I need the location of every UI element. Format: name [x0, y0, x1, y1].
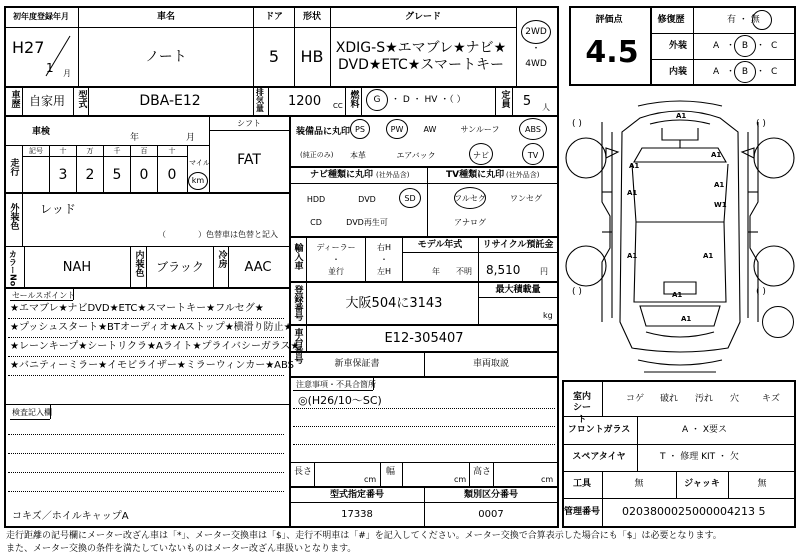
- damage-mark: A1: [672, 291, 683, 299]
- length-cm: cm: [364, 475, 377, 484]
- divider: [478, 236, 479, 281]
- import-parallel: 並行: [328, 267, 344, 276]
- equip-pw: PW: [390, 125, 404, 134]
- navi-dvd: DVD: [358, 195, 376, 204]
- divider: [402, 252, 559, 253]
- divider: [22, 86, 23, 115]
- score: 4.5: [585, 35, 639, 70]
- shape: HB: [300, 47, 324, 66]
- navi-type-sub: (社外品含): [376, 171, 410, 179]
- ruled-line: [8, 337, 284, 338]
- fuel-label: 燃料: [348, 90, 359, 108]
- divider: [78, 6, 79, 86]
- divider: [22, 192, 23, 246]
- drive-4wd: 4WD: [525, 59, 547, 69]
- mileage-digit: 2: [85, 167, 95, 183]
- divider: [469, 462, 470, 486]
- km-label: km: [191, 176, 205, 185]
- divider: [4, 192, 289, 194]
- person-unit: 人: [542, 103, 550, 112]
- divider: [4, 404, 289, 405]
- divider: [76, 145, 77, 192]
- equip-sunroof: サンルーフ: [460, 125, 500, 134]
- chassis-label: 車台番号: [292, 328, 303, 364]
- divider: [478, 281, 479, 324]
- inspector-note: コキズ／ホイルキャップA: [12, 511, 129, 522]
- divider: [306, 281, 307, 351]
- color-no: NAH: [62, 260, 92, 275]
- divider: [602, 471, 603, 528]
- notes-label: 注意事項・不具合箇所: [296, 380, 376, 389]
- navi-type-label: ナビ種類に丸印: [310, 170, 374, 180]
- divider: [345, 86, 346, 115]
- divider: [676, 471, 677, 498]
- repair-options: 有 ・ 無: [727, 15, 760, 25]
- interior-label: 内装: [668, 67, 688, 77]
- ruled-line: [8, 491, 284, 492]
- damage-mark: W1: [714, 201, 727, 209]
- divider: [293, 390, 373, 391]
- tv-analog: アナログ: [454, 218, 486, 227]
- mileage-digit: 0: [167, 167, 177, 183]
- divider: [493, 462, 494, 486]
- class-label: 類別区分番号: [463, 490, 519, 500]
- mileage-place-label: 百: [140, 147, 148, 155]
- max-load-label: 最大積載量: [495, 285, 541, 295]
- type-designation: 17338: [341, 509, 373, 520]
- inspection-year: 年: [130, 133, 140, 143]
- int-b: B: [741, 67, 749, 77]
- divider: [516, 6, 517, 86]
- shift-label: シフト: [237, 119, 261, 128]
- divider: [49, 145, 50, 192]
- divider: [478, 297, 559, 298]
- mileage-digit: 0: [139, 167, 149, 183]
- divider: [306, 236, 307, 281]
- import-dot: ・: [332, 255, 340, 264]
- spare-wheel-circle: [762, 306, 794, 338]
- divider: [209, 115, 210, 192]
- ruled-line: [8, 453, 284, 454]
- management-label: 管理番号: [563, 507, 601, 517]
- divider: [289, 166, 559, 168]
- equip-navi: ナビ: [473, 151, 489, 160]
- int-dot1: ・: [726, 67, 736, 77]
- divider: [289, 236, 559, 238]
- divider: [562, 471, 796, 472]
- damage-mark: A1: [629, 162, 640, 170]
- divider: [10, 300, 73, 301]
- warranty-new-car: 新車保証書: [334, 359, 380, 369]
- capacity-label: 定員: [499, 90, 510, 108]
- model-label: 型式: [76, 90, 87, 108]
- tools-value: 無: [634, 479, 644, 489]
- exterior-color-label: 外装色: [8, 203, 19, 230]
- mileage-label: 走行: [8, 158, 19, 176]
- warranty-manual: 車両取説: [472, 359, 510, 369]
- mileage-place-label: 記号: [29, 147, 43, 155]
- sales-point-line: ★エマブレ★ナビDVD★ETC★スマートキー★フルセグ★: [10, 303, 264, 314]
- divider: [253, 86, 254, 115]
- grade-line2: DVD★ETC★スマートキー: [337, 57, 505, 73]
- mileage-place-label: 十: [168, 147, 176, 155]
- import-label: 輸入車: [292, 243, 303, 270]
- divider: [73, 86, 74, 115]
- exterior-color-note-prefix: （: [158, 230, 166, 239]
- displacement-label: 排気量: [255, 88, 265, 112]
- mileage-place-label: 十: [59, 147, 67, 155]
- equip-ps: PS: [355, 125, 365, 134]
- damage-mark: A1: [627, 189, 638, 197]
- sales-point-line: ★プッシュスタート★BTオーディオ★Aストップ★横滑り防止★: [10, 322, 293, 333]
- windshield-value: A ・ X要ス: [682, 425, 728, 435]
- svg-text:( ): ( ): [756, 287, 766, 297]
- divider: [424, 486, 425, 528]
- ext-dot2: ・: [756, 41, 766, 51]
- model: DBA-E12: [139, 93, 201, 109]
- int-a: A: [713, 67, 720, 77]
- divider: [4, 115, 559, 117]
- svg-text:( ): ( ): [756, 119, 766, 129]
- width-label: 幅: [386, 467, 396, 477]
- divider: [294, 6, 295, 86]
- shape-label: 形状: [302, 12, 322, 22]
- height-cm: cm: [541, 475, 554, 484]
- width-cm: cm: [454, 475, 467, 484]
- car-damage-diagram: [562, 92, 800, 380]
- divider: [213, 246, 214, 287]
- ext-b: B: [741, 41, 749, 51]
- ruled-line: [293, 426, 555, 427]
- mileage-digit: 5: [112, 167, 122, 183]
- interior-sheet-option: コゲ: [626, 394, 645, 404]
- registration-label: 登録番号: [292, 285, 303, 321]
- jack-value: 無: [757, 479, 767, 489]
- spare-value: T ・ 修理 KIT ・ 欠: [660, 452, 739, 462]
- fuel-options: ・ D ・ HV ・（ ）: [391, 95, 466, 105]
- divider: [402, 236, 403, 281]
- damage-mark: A1: [711, 151, 722, 159]
- shift: FAT: [237, 152, 261, 168]
- recycle-value: 8,510: [486, 263, 521, 277]
- divider: [693, 6, 694, 86]
- exterior-color: レッド: [40, 202, 76, 216]
- ruled-line: [8, 356, 284, 357]
- door-label: ドア: [265, 12, 283, 22]
- first-reg-era: H27: [12, 38, 45, 57]
- fuel-g: G: [373, 95, 381, 105]
- type-designation-label: 型式指定番号: [329, 490, 385, 500]
- import-left-h: 左H: [376, 267, 392, 276]
- yen-unit: 円: [540, 267, 548, 276]
- footer-line2: また、メーター交換の条件を満たしていないものはメーター改ざん車扱いとなります。: [6, 544, 357, 554]
- grade-label: グレード: [404, 12, 442, 22]
- first-reg-label: 初年度登録年月: [13, 12, 69, 21]
- ac-label: 冷房: [216, 250, 227, 268]
- jack-label: ジャッキ: [684, 479, 720, 489]
- divider: [4, 27, 516, 28]
- divider: [228, 246, 229, 287]
- first-reg-month: 1: [46, 61, 54, 75]
- damage-mark: A1: [681, 315, 692, 323]
- svg-text:( ): ( ): [572, 119, 582, 129]
- divider: [427, 166, 428, 236]
- equipment-label: 装備品に丸印: [296, 127, 351, 137]
- ruled-line: [8, 318, 284, 319]
- height-label: 高さ: [473, 467, 492, 477]
- exterior-label: 外装: [668, 41, 688, 51]
- car-name-label: 車名: [156, 12, 176, 22]
- divider: [22, 145, 23, 192]
- ruled-line: [8, 434, 284, 435]
- divider: [187, 145, 188, 192]
- divider: [728, 471, 729, 498]
- ruled-line: [8, 375, 284, 376]
- interior-color: ブラック: [156, 260, 204, 274]
- divider: [88, 86, 89, 115]
- interior-sheet-option: 汚れ: [695, 394, 714, 404]
- ext-a: A: [713, 41, 720, 51]
- damage-mark: A1: [627, 252, 638, 260]
- usage: 自家用: [28, 94, 66, 108]
- import-dealer: ディーラー: [316, 243, 356, 252]
- tv-type-sub: (社外品含): [506, 171, 540, 179]
- divider: [380, 462, 381, 486]
- divider: [289, 281, 559, 283]
- equipment-sub-label: (純正のみ): [300, 151, 334, 159]
- divider: [402, 462, 403, 486]
- spare-label: スペアタイヤ: [572, 452, 626, 462]
- sales-point-line: ★バニティーミラー★イモビライザー★ミラーウィンカー★ABS: [10, 360, 295, 371]
- ext-c: C: [771, 41, 778, 51]
- model-year-label: モデル年式: [417, 240, 463, 250]
- divider: [130, 246, 131, 287]
- sales-points-label: セールスポイント: [12, 291, 76, 300]
- divider: [330, 6, 331, 86]
- divider: [10, 419, 50, 420]
- month-unit: 月: [63, 69, 71, 78]
- usage-label: 車歴: [9, 90, 20, 108]
- equip-leather: 本革: [350, 151, 366, 160]
- divider: [289, 324, 559, 326]
- ext-dot1: ・: [726, 41, 736, 51]
- score-label: 評価点: [595, 15, 623, 25]
- ruled-line: [293, 408, 555, 409]
- int-c: C: [771, 67, 778, 77]
- displacement: 1200: [288, 94, 322, 109]
- divider: [495, 86, 496, 115]
- interior-sheet-option: キズ: [762, 394, 780, 404]
- cc-unit: CC: [333, 102, 343, 110]
- damage-mark: A1: [703, 252, 714, 260]
- exterior-color-note: ）色替車は色替と記入: [198, 230, 278, 239]
- divider: [253, 6, 254, 86]
- class-value: 0007: [478, 509, 504, 520]
- divider: [512, 86, 513, 115]
- divider: [361, 86, 362, 115]
- mile-label: マイル: [189, 159, 210, 167]
- int-dot2: ・: [756, 67, 766, 77]
- divider: [562, 444, 796, 445]
- equip-abs: ABS: [525, 125, 541, 134]
- interior-sheet-label: 室内シート: [572, 392, 591, 425]
- divider: [268, 86, 269, 115]
- repair-label: 修復歴: [657, 15, 685, 25]
- divider: [4, 145, 209, 146]
- tv-oneseg: ワンセグ: [510, 194, 542, 203]
- recycle-label: リサイクル預託金: [482, 240, 554, 250]
- divider: [314, 462, 315, 486]
- sales-point-line: ★レーンキープ★シートリクラ★Aライト★プライバシーガラス★: [10, 341, 300, 352]
- divider: [373, 376, 374, 390]
- navi-dvd-play: DVD再生可: [346, 218, 388, 227]
- inspection-month: 月: [186, 133, 196, 143]
- divider: [289, 462, 559, 463]
- divider: [50, 404, 51, 419]
- navi-sd: SD: [404, 194, 416, 203]
- import-right-h: 右H: [376, 243, 392, 252]
- divider: [650, 33, 796, 34]
- ac-value: AAC: [244, 260, 272, 275]
- divider: [562, 498, 796, 499]
- divider: [424, 351, 425, 376]
- divider: [602, 380, 603, 416]
- drive-dot: ・: [531, 44, 541, 54]
- interior-sheet-option: 穴: [730, 394, 740, 404]
- grade-line1: XDIG-S★エマブレ★ナビ★: [335, 40, 507, 56]
- inspection-label: 車検: [31, 127, 51, 137]
- interior-sheet-option: 破れ: [660, 394, 679, 404]
- divider: [209, 130, 289, 131]
- chassis: E12-305407: [384, 331, 464, 346]
- footer-line1: 走行距離の記号欄にメーター改ざん車は「*」、メーター交換車は「$」、走行不明車は「#」を記入してください。メーター交換で合算表示した場合にも「$」は必要となります。: [6, 531, 722, 541]
- equip-airbag: エアバック: [396, 151, 436, 160]
- divider: [157, 145, 158, 192]
- inspector-label: 検査記入欄: [12, 408, 52, 417]
- drive-2wd: 2WD: [525, 27, 547, 37]
- import-dot2: ・: [380, 255, 388, 264]
- kg-unit: kg: [543, 311, 553, 320]
- ruled-line: [293, 444, 555, 445]
- notes-value: ◎(H26/10〜SC): [298, 394, 382, 407]
- registration: 大阪504に3143: [345, 296, 443, 311]
- damage-mark: A1: [714, 181, 725, 189]
- divider: [22, 156, 187, 157]
- equip-tv: TV: [527, 151, 539, 160]
- svg-text:( ): ( ): [572, 287, 582, 297]
- mileage-place-label: 万: [86, 147, 94, 155]
- model-year-unknown: 不明: [456, 267, 472, 276]
- tv-type-label: TV種類に丸印: [446, 170, 505, 180]
- divider: [637, 416, 638, 471]
- car-name: ノート: [145, 49, 187, 65]
- damage-mark: A1: [676, 112, 687, 120]
- model-year-unit: 年: [432, 267, 440, 276]
- divider: [650, 6, 652, 86]
- mileage-digit: 3: [58, 167, 68, 183]
- equip-aw: AW: [423, 125, 437, 134]
- repair-circle: [752, 10, 772, 30]
- divider: [4, 287, 289, 289]
- divider: [103, 145, 104, 192]
- windshield-label: フロントガラス: [567, 425, 631, 435]
- divider: [562, 416, 796, 417]
- divider: [289, 183, 559, 184]
- divider: [130, 145, 131, 192]
- doors: 5: [268, 47, 280, 66]
- interior-color-label: 内装色: [133, 250, 144, 277]
- mileage-place-label: 千: [113, 147, 121, 155]
- divider: [289, 376, 559, 378]
- divider: [24, 246, 25, 287]
- divider: [146, 246, 147, 287]
- tools-label: 工具: [572, 479, 592, 489]
- capacity: 5: [522, 94, 532, 109]
- tv-fullseg: フルセグ: [454, 194, 486, 203]
- navi-hdd: HDD: [306, 195, 326, 204]
- divider: [650, 59, 796, 60]
- management-value: 0203800025000004213 5: [622, 505, 766, 518]
- divider: [73, 287, 74, 300]
- navi-cd: CD: [310, 218, 322, 227]
- color-no-label: カラーNo.: [8, 250, 18, 290]
- ruled-line: [8, 472, 284, 473]
- length-label: 長さ: [294, 467, 313, 477]
- divider: [365, 236, 366, 281]
